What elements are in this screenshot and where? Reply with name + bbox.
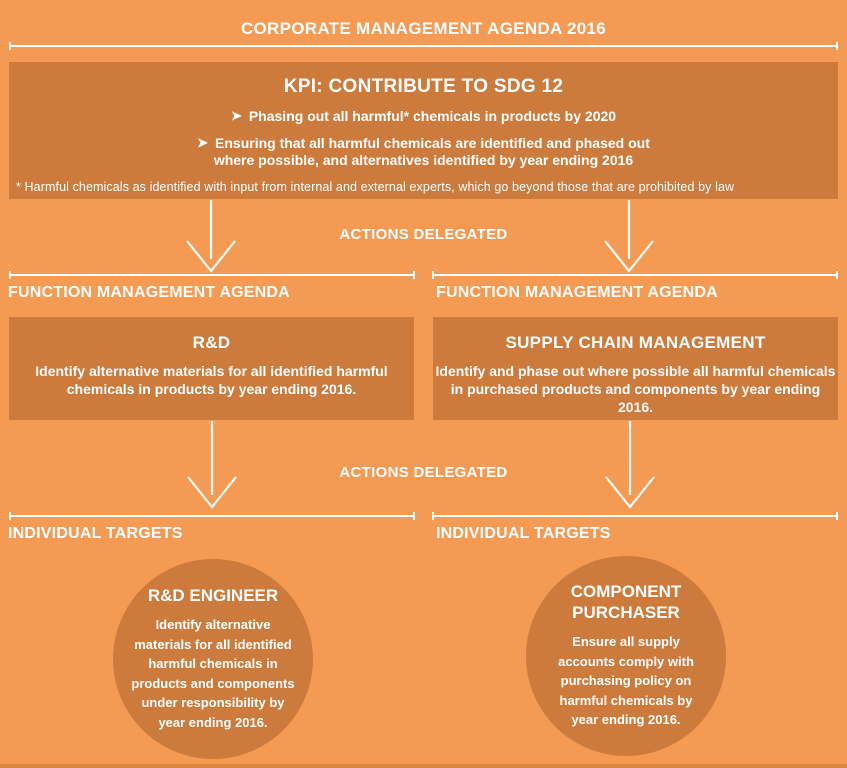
- target-circle-component-purchaser: [526, 556, 726, 756]
- target-role: R&D ENGINEER: [147, 585, 279, 605]
- function-box-body: Identify and phase out where possible all harmful chemicals in purchased products and components by year ending 2016.: [435, 363, 836, 416]
- kpi-bullet-2-text: Ensuring that all harmful chemicals are identified and phased out where possible, and alternatives identified by year ending 2016: [213, 134, 650, 168]
- function-box-body: Identify alternative materials for all identified harmful chemicals in products by year ending 2016.: [35, 363, 388, 398]
- targets-heading-rule-right: [432, 512, 838, 520]
- function-box-title: SUPPLY CHAIN MANAGEMENT: [505, 333, 766, 352]
- kpi-footnote: * Harmful chemicals as identified with input from internal and external experts, which go beyond those that are prohibited by law: [16, 180, 735, 194]
- function-heading-right: FUNCTION MANAGEMENT AGENDA: [436, 284, 718, 301]
- target-body: Ensure all supply accounts comply with purchasing policy on harmful chemicals by year ending 2016.: [558, 634, 694, 728]
- kpi-bullet-1-text: Phasing out all harmful* chemicals in products by 2020: [248, 108, 617, 124]
- arrowhead-bullet-icon: ➤: [230, 108, 242, 123]
- kpi-bullet-2: [189, 135, 659, 170]
- target-body: Identify alternative materials for all identified harmful chemicals in products and components under responsibility by year ending 2016.: [131, 617, 295, 730]
- kpi-panel: [9, 62, 838, 199]
- function-heading-left: FUNCTION MANAGEMENT AGENDA: [8, 284, 290, 301]
- target-role: COMPONENT PURCHASER: [570, 582, 682, 622]
- targets-heading-left: INDIVIDUAL TARGETS: [8, 525, 183, 542]
- function-heading-rule-left: [9, 271, 415, 279]
- bottom-edge-strip: [0, 764, 847, 768]
- targets-heading-rule-left: [9, 512, 415, 520]
- kpi-title: KPI: CONTRIBUTE TO SDG 12: [283, 76, 564, 97]
- actions-delegated-label-2: ACTIONS DELEGATED: [339, 464, 508, 481]
- function-box-title: R&D: [192, 333, 231, 352]
- targets-heading-right: INDIVIDUAL TARGETS: [436, 525, 611, 542]
- actions-delegated-label-1: ACTIONS DELEGATED: [339, 226, 508, 243]
- function-heading-rule-right: [432, 271, 838, 279]
- page-title: CORPORATE MANAGEMENT AGENDA 2016: [240, 19, 607, 38]
- target-circle-rnd-engineer: [113, 559, 313, 759]
- function-box-supply-chain: [433, 317, 838, 420]
- title-underline-rule: [9, 42, 838, 50]
- kpi-bullet-1: [9, 108, 838, 126]
- function-box-rnd: [9, 317, 414, 420]
- arrowhead-bullet-icon: ➤: [197, 134, 209, 150]
